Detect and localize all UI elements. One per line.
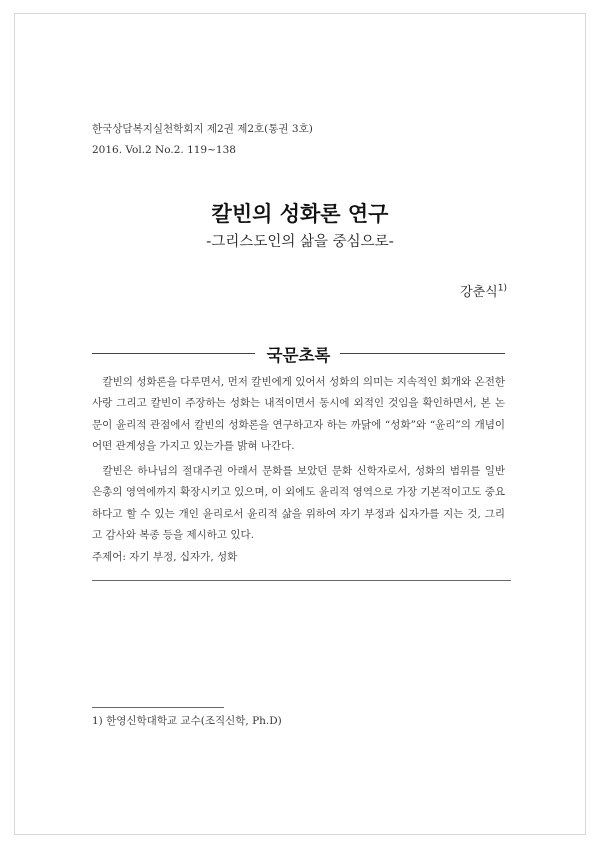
abstract-body [92,372,505,550]
abstract-heading-label: 국문초록 [266,346,331,365]
paper-title: 칼빈의 성화론 연구 [211,202,389,226]
journal-name: 한국상담복지실천학회지 제2권 제2호(통권 3호) [92,123,313,135]
footnote-divider [92,707,224,708]
abstract-paragraph: 칼빈은 하나님의 절대주권 아래서 문화를 보았던 문화 신학자로서, 성화의 범위를 일반 은총의 영역에까지 확장시키고 있으며, 이 외에도 윤리적 영역으로 가장 기본적이고도 중요하다고 할 수 있는 개인 윤리로서 윤리적 삶을 위하여 자기 부정과 십자가를 지는 것, 그리고 감사와 복종 등을 제시하고 있다. [92,465,505,542]
author [460,281,507,300]
journal-header [92,119,313,161]
author-name: 강춘식 [460,285,498,300]
keywords-divider [92,580,511,581]
heading-rule-right [340,353,505,354]
abstract-heading [92,340,505,366]
journal-issue: 2016. Vol.2 No.2. 119~138 [92,144,236,156]
paper-subtitle: -그리스도인의 삶을 중심으로- [206,234,394,250]
author-footnote-mark[interactable]: 1) [497,283,507,294]
footnote: 1) 한영신학대학교 교수(조직신학, Ph.D) [92,715,282,727]
abstract-paragraph: 칼빈의 성화론을 다루면서, 먼저 칼빈에게 있어서 성화의 의미는 지속적인 회개와 온전한 사랑 그리고 칼빈이 주장하는 성화는 내적이면서 동시에 외적인 것임을 확인하면서, 본 논문이 윤리적 관점에서 칼빈의 성화론을 연구하고자 하는 까닭에 “성화”와 “윤리”의 개념이 어떤 관계성을 가지고 있는가를 밝혀 나간다. [92,376,505,452]
keywords: 주제어: 자기 부정, 십자가, 성화 [92,551,238,563]
